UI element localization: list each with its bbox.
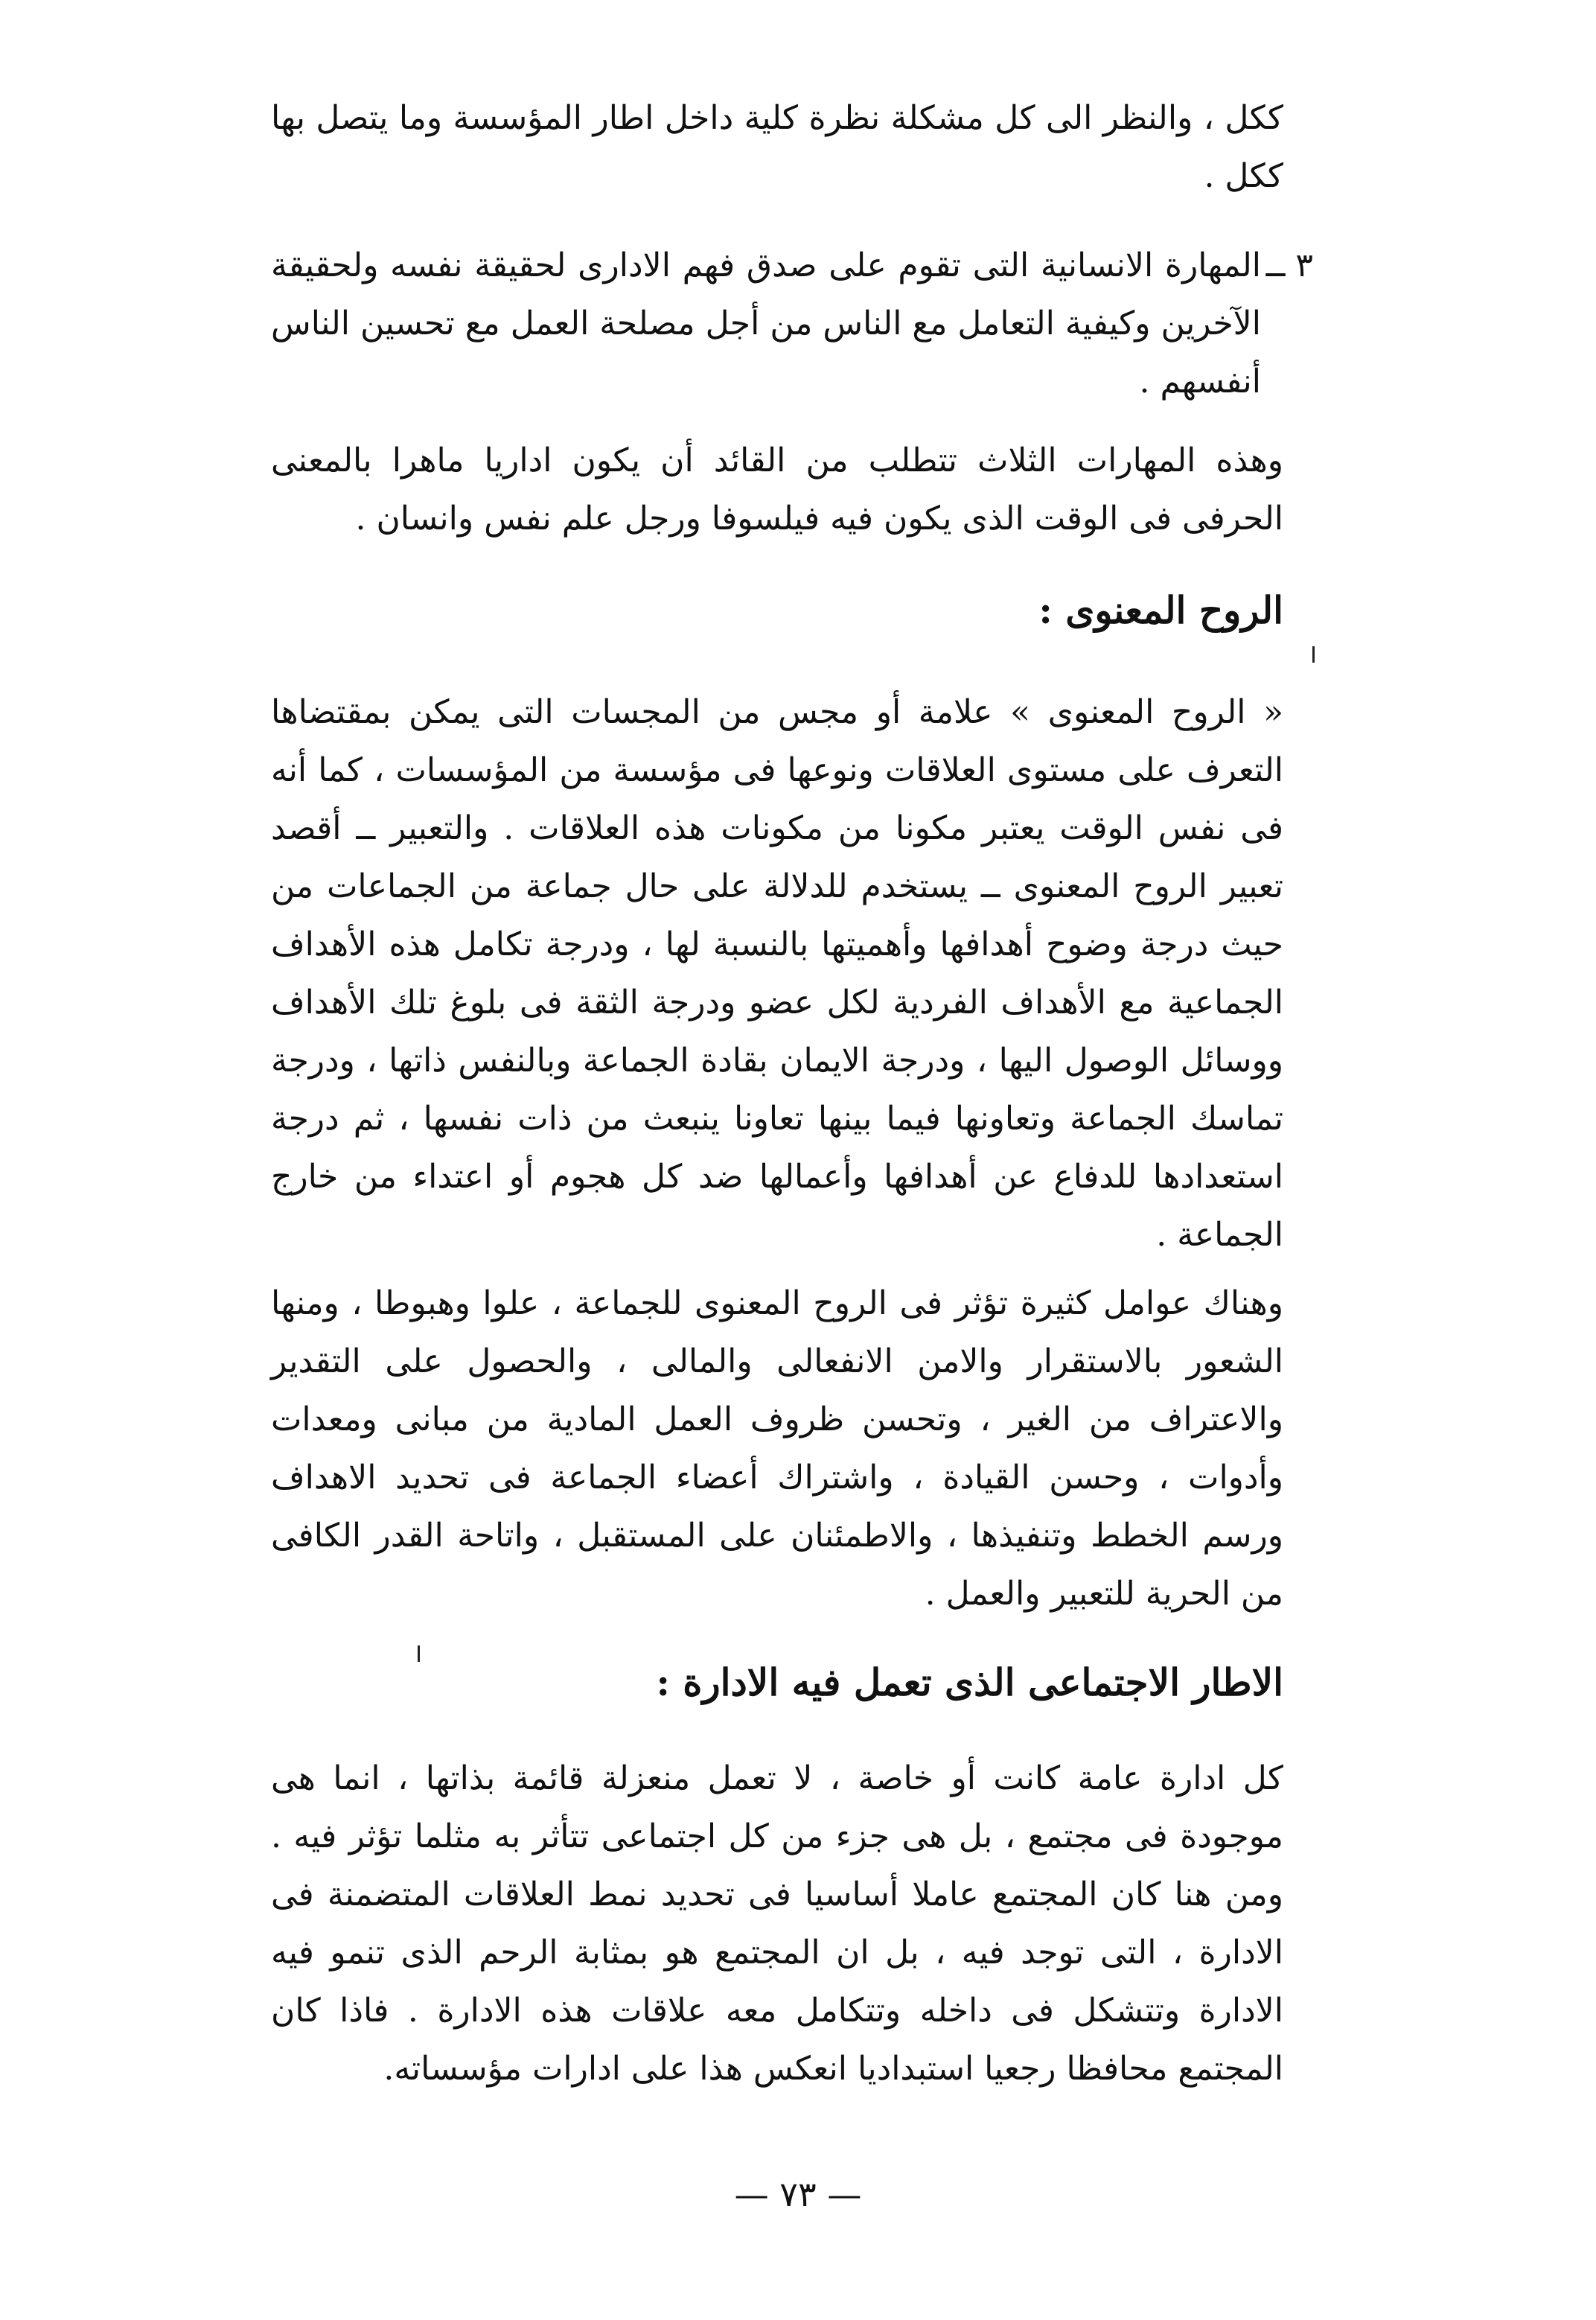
page-number: — ٧٣ — [734, 2174, 862, 2214]
list-item-3 [271, 237, 1313, 411]
paragraph-morale-definition: « الروح المعنوى » علامة أو مجس من المجسات التى يمكن بمقتضاها التعرف على مستوى العلاقات ونوعها فى مؤسسة من المؤسسات ، كما أنه فى نفس الوقت يعتبر مكونا من مكونات هذه العلاقات . والتعبير ــ أقصد تعبير الروح المعنوى ــ يستخدم للدلالة على حال جماعة من الجماعات من حيث درجة وضوح أهدافها وأهميتها بالنسبة لها ، ودرجة تكامل هذه الأهداف الجماعية مع الأهداف الفردية لكل عضو ودرجة الثقة فى بلوغ تلك الأهداف ووسائل الوصول اليها ، ودرجة الايمان بقادة الجماعة وبالنفس ذاتها ، ودرجة تماسك الجماعة وتعاونها فيما بينها تعاونا ينبعث من ذات نفسها ، ثم درجة استعدادها للدفاع عن أهدافها وأعمالها ضد كل هجوم أو اعتداء من خارج الجماعة . [271, 693, 1283, 1254]
section-heading-social-framework: الاطار الاجتماعى الذى تعمل فيه الادارة : [656, 1660, 1283, 1704]
list-item-text: المهارة الانسانية التى تقوم على صدق فهم الادارى لحقيقة نفسه ولحقيقة الآخرين وكيفية التعامل مع الناس من أجل مصلحة العمل مع تحسين الناس أنفسهم . [271, 246, 1261, 401]
section-heading-morale: الروح المعنوى : [1038, 588, 1283, 632]
list-number: ٣ ــ [1265, 246, 1313, 284]
paragraph-social-framework: كل ادارة عامة كانت أو خاصة ، لا تعمل منعزلة قائمة بذاتها ، انما هى موجودة فى مجتمع ، بل هى جزء من كل اجتماعى تتأثر به مثلما تؤثر فيه . ومن هنا كان المجتمع عاملا أساسيا فى تحديد نمط العلاقات المتضمنة فى الادارة ، التى توجد فيه ، بل ان المجتمع هو بمثابة الرحم الذى تنمو فيه الادارة وتتشكل فى داخله وتتكامل معه علاقات هذه الادارة . فاذا كان المجتمع محافظا رجعيا استبداديا انعكس هذا على ادارات مؤسساته. [271, 1759, 1283, 2088]
paragraph-skills: وهذه المهارات الثلاث تتطلب من القائد أن يكون اداريا ماهرا بالمعنى الحرفى فى الوقت الذى يكون فيه فيلسوفا ورجل علم نفس وانسان . [271, 442, 1283, 538]
paragraph-morale-factors: وهناك عوامل كثيرة تؤثر فى الروح المعنوى للجماعة ، علوا وهبوطا ، ومنها الشعور بالاستقرار والامن الانفعالى والمالى ، والحصول على التقدير والاعتراف من الغير ، وتحسن ظروف العمل المادية من مبانى ومعدات وأدوات ، وحسن القيادة ، واشتراك أعضاء الجماعة فى تحديد الاهداف ورسم الخطط وتنفيذها ، والاطمئنان على المستقبل ، واتاحة القدر الكافى من الحرية للتعبير والعمل . [271, 1284, 1283, 1613]
scan-mark [418, 1645, 420, 1662]
paragraph-continuation: ككل ، والنظر الى كل مشكلة نظرة كلية داخل اطار المؤسسة وما يتصل بها ككل . [271, 99, 1283, 195]
scan-mark [1312, 646, 1315, 663]
